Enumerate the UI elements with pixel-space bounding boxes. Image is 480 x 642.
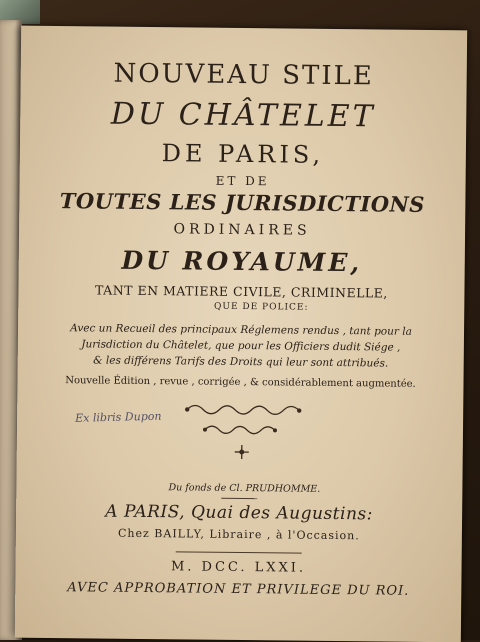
short-rule <box>221 498 257 499</box>
edition-note: Nouvelle Édition , revue , corrigée , & considérablement augmentée. <box>65 375 416 390</box>
title-line-6: ORDINAIRES <box>173 221 311 239</box>
subtitle-line-2: QUE DE POLICE: <box>213 301 309 313</box>
printer-ornament-icon <box>177 399 308 470</box>
handwritten-ex-libris: Ex libris Dupon <box>74 409 162 425</box>
title-line-4: ET DE <box>215 173 270 189</box>
title-line-1: NOUVEAU STILE <box>113 58 375 92</box>
title-page <box>15 26 467 642</box>
title-line-5: TOUTES LES JURISDICTIONS <box>59 188 426 217</box>
title-line-7: DU ROYAUME, <box>121 245 363 278</box>
royal-privilege: AVEC APPROBATION ET PRIVILEGE DU ROI. <box>67 580 410 599</box>
title-line-2: DU CHÂTELET <box>110 96 376 135</box>
description-line-3: & les différens Tarifs des Droits qui leur sont attribués. <box>93 354 389 370</box>
subtitle-line-1: TANT EN MATIERE CIVILE, CRIMINELLE, <box>94 282 388 301</box>
description-line-1: Avec un Recueil des principaux Réglemens rendus , tant pour la <box>70 322 412 338</box>
title-line-3: DE PARIS, <box>161 139 325 169</box>
long-rule <box>176 551 302 553</box>
publisher-fund: Du fonds de Cl. PRUDHOMME. <box>168 482 321 495</box>
year-of-publication: M. DCC. LXXI. <box>170 559 307 576</box>
description-line-2: Jurisdiction du Châtelet, que pour les Officiers dudit Siége , <box>81 338 401 354</box>
bookseller: Chez BAILLY, Libraire , à l'Occasion. <box>117 526 360 543</box>
place-of-publication: A PARIS, Quai des Augustins: <box>105 501 374 525</box>
